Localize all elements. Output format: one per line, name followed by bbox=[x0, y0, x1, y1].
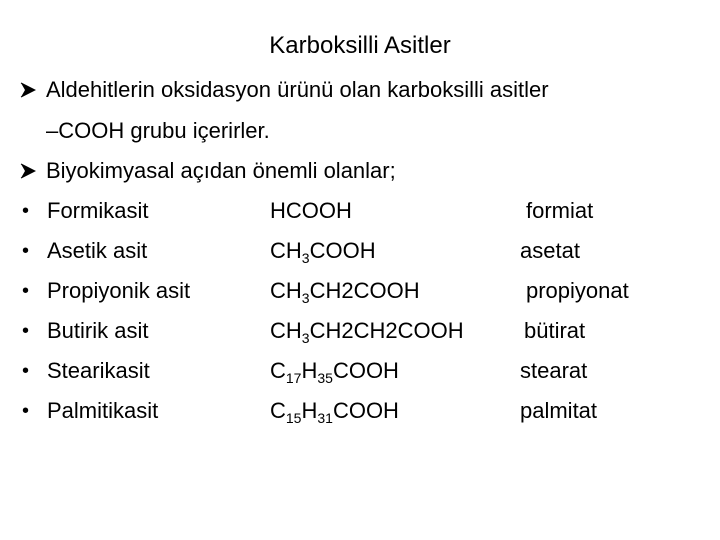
salt-name: stearat bbox=[520, 358, 588, 383]
salt-name: bütirat bbox=[524, 318, 586, 343]
acid-name: Asetik asit bbox=[47, 238, 148, 263]
arrowhead-bullet-icon bbox=[20, 82, 36, 98]
acid-name: Butirik asit bbox=[47, 318, 149, 343]
acid-formula: $C_{17}H_{35}COOH$ bbox=[270, 358, 399, 386]
point-oxidation-text: Aldehitlerin oksidasyon ürünü olan karboksilli asitler bbox=[46, 77, 549, 102]
acid-formula: $CH_3CH2COOH$ bbox=[270, 278, 420, 306]
acid-row bbox=[20, 194, 710, 228]
acid-formula: $CH_3COOH$ bbox=[270, 238, 376, 266]
acid-row bbox=[20, 394, 710, 428]
salt-name: formiat bbox=[526, 198, 594, 223]
acid-name: Propiyonik asit bbox=[47, 278, 191, 303]
acid-formula: HCOOH bbox=[270, 198, 352, 223]
acid-formula: $CH_3CH2CH2COOH$ bbox=[270, 318, 464, 346]
acid-row bbox=[20, 274, 710, 308]
salt-name: palmitat bbox=[520, 398, 598, 423]
acid-row bbox=[20, 234, 710, 268]
salt-name: propiyonat bbox=[526, 278, 629, 303]
bullet-icon: • bbox=[22, 200, 30, 222]
salt-name: asetat bbox=[520, 238, 580, 263]
acid-row bbox=[20, 314, 710, 348]
point-important-text: Biyokimyasal açıdan önemli olanlar; bbox=[46, 158, 396, 183]
acid-formula: $C_{15}H_{31}COOH$ bbox=[270, 398, 399, 426]
arrowhead-bullet-icon bbox=[20, 163, 36, 179]
point-oxidation-continued: –COOH grubu içerirler. bbox=[46, 118, 270, 143]
point-oxidation bbox=[20, 75, 549, 105]
bullet-icon: • bbox=[22, 240, 30, 262]
bullet-icon: • bbox=[22, 320, 30, 342]
bullet-icon: • bbox=[22, 280, 30, 302]
acid-name: Palmitikasit bbox=[47, 398, 159, 423]
acid-row bbox=[20, 354, 710, 388]
point-important bbox=[20, 156, 396, 186]
bullet-icon: • bbox=[22, 400, 30, 422]
slide-title: Karboksilli Asitler bbox=[269, 32, 451, 59]
acid-name: Formikasit bbox=[47, 198, 149, 223]
acid-name: Stearikasit bbox=[47, 358, 150, 383]
bullet-icon: • bbox=[22, 360, 30, 382]
